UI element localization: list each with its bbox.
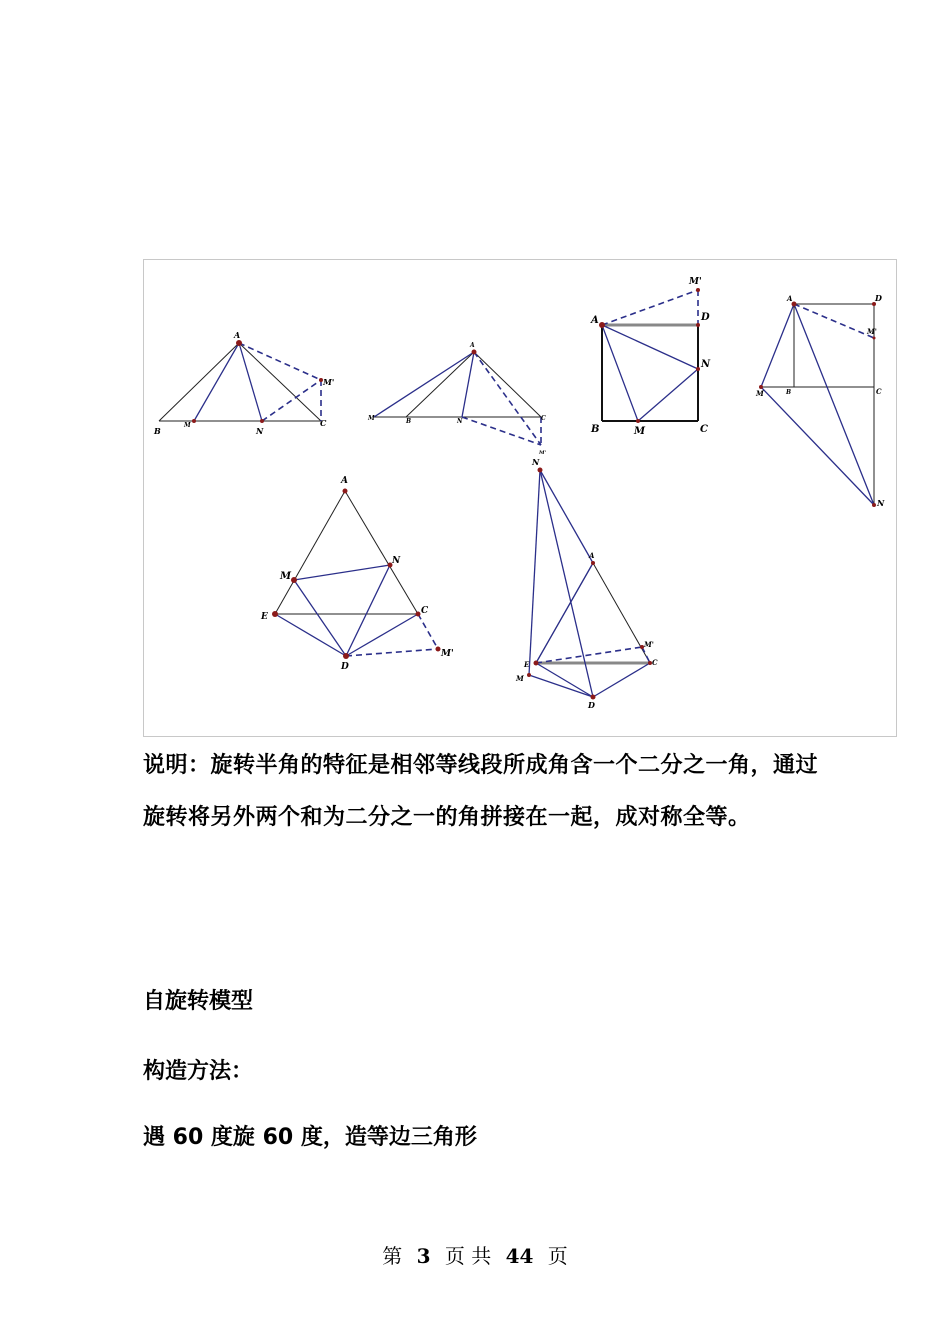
- label: M: [184, 422, 191, 429]
- label: D: [341, 662, 349, 672]
- footer-prefix: 第: [382, 1244, 403, 1268]
- label: A: [589, 551, 595, 560]
- diagram-4: [755, 293, 885, 508]
- label: M: [756, 389, 764, 398]
- label: E: [261, 612, 268, 622]
- label: M': [644, 640, 654, 649]
- label: D: [875, 293, 882, 303]
- explanation-paragraph: 说明：旋转半角的特征是相邻等线段所成角含一个二分之一角，通过旋转将另外两个和为二分之一的角拼接在一起，成对称全等。: [143, 753, 819, 830]
- label: A: [787, 294, 793, 303]
- geometry-diagrams: [144, 260, 898, 738]
- label: A: [341, 476, 348, 486]
- geometry-figure: [143, 259, 897, 737]
- label: C: [652, 658, 658, 667]
- diagram-5: [260, 476, 454, 672]
- diagram-3: [590, 277, 711, 437]
- page-number: 3: [416, 1244, 431, 1268]
- label: B: [591, 424, 600, 435]
- label: C: [541, 415, 546, 422]
- label: B: [406, 418, 412, 425]
- label: M': [689, 277, 702, 287]
- label: N: [532, 457, 540, 467]
- label: A: [591, 315, 599, 326]
- label: C: [421, 606, 429, 616]
- label: C: [700, 424, 708, 435]
- label: M: [634, 426, 646, 437]
- label: N: [256, 426, 264, 436]
- label: A: [234, 330, 241, 340]
- diagram-2: [367, 342, 547, 456]
- footer-middle: 页 共: [444, 1244, 492, 1268]
- label: C: [320, 418, 327, 428]
- label: M': [539, 450, 547, 456]
- label: M: [368, 415, 375, 422]
- label: N: [877, 498, 885, 508]
- label: D: [588, 700, 595, 710]
- label: N: [392, 556, 401, 566]
- footer-suffix: 页: [547, 1244, 568, 1268]
- diagram-6: [515, 457, 658, 710]
- label: N: [457, 418, 463, 425]
- method-label: 构造方法：: [143, 1059, 254, 1084]
- label: M': [441, 649, 454, 659]
- label: M': [323, 377, 335, 387]
- label: E: [524, 660, 530, 669]
- label: M: [516, 674, 524, 683]
- label: D: [701, 312, 710, 323]
- diagram-1: [153, 330, 334, 436]
- label: B: [786, 389, 792, 396]
- label: M': [867, 327, 877, 336]
- label: N: [701, 359, 711, 370]
- label: B: [154, 426, 161, 436]
- method-line: 遇 60 度旋 60 度，造等边三角形: [143, 1125, 477, 1150]
- page-footer: [0, 1240, 950, 1269]
- total-pages: 44: [505, 1244, 534, 1268]
- label: A: [470, 342, 475, 349]
- label: M: [280, 571, 292, 582]
- section-title: 自旋转模型: [143, 989, 254, 1014]
- label: C: [876, 387, 882, 396]
